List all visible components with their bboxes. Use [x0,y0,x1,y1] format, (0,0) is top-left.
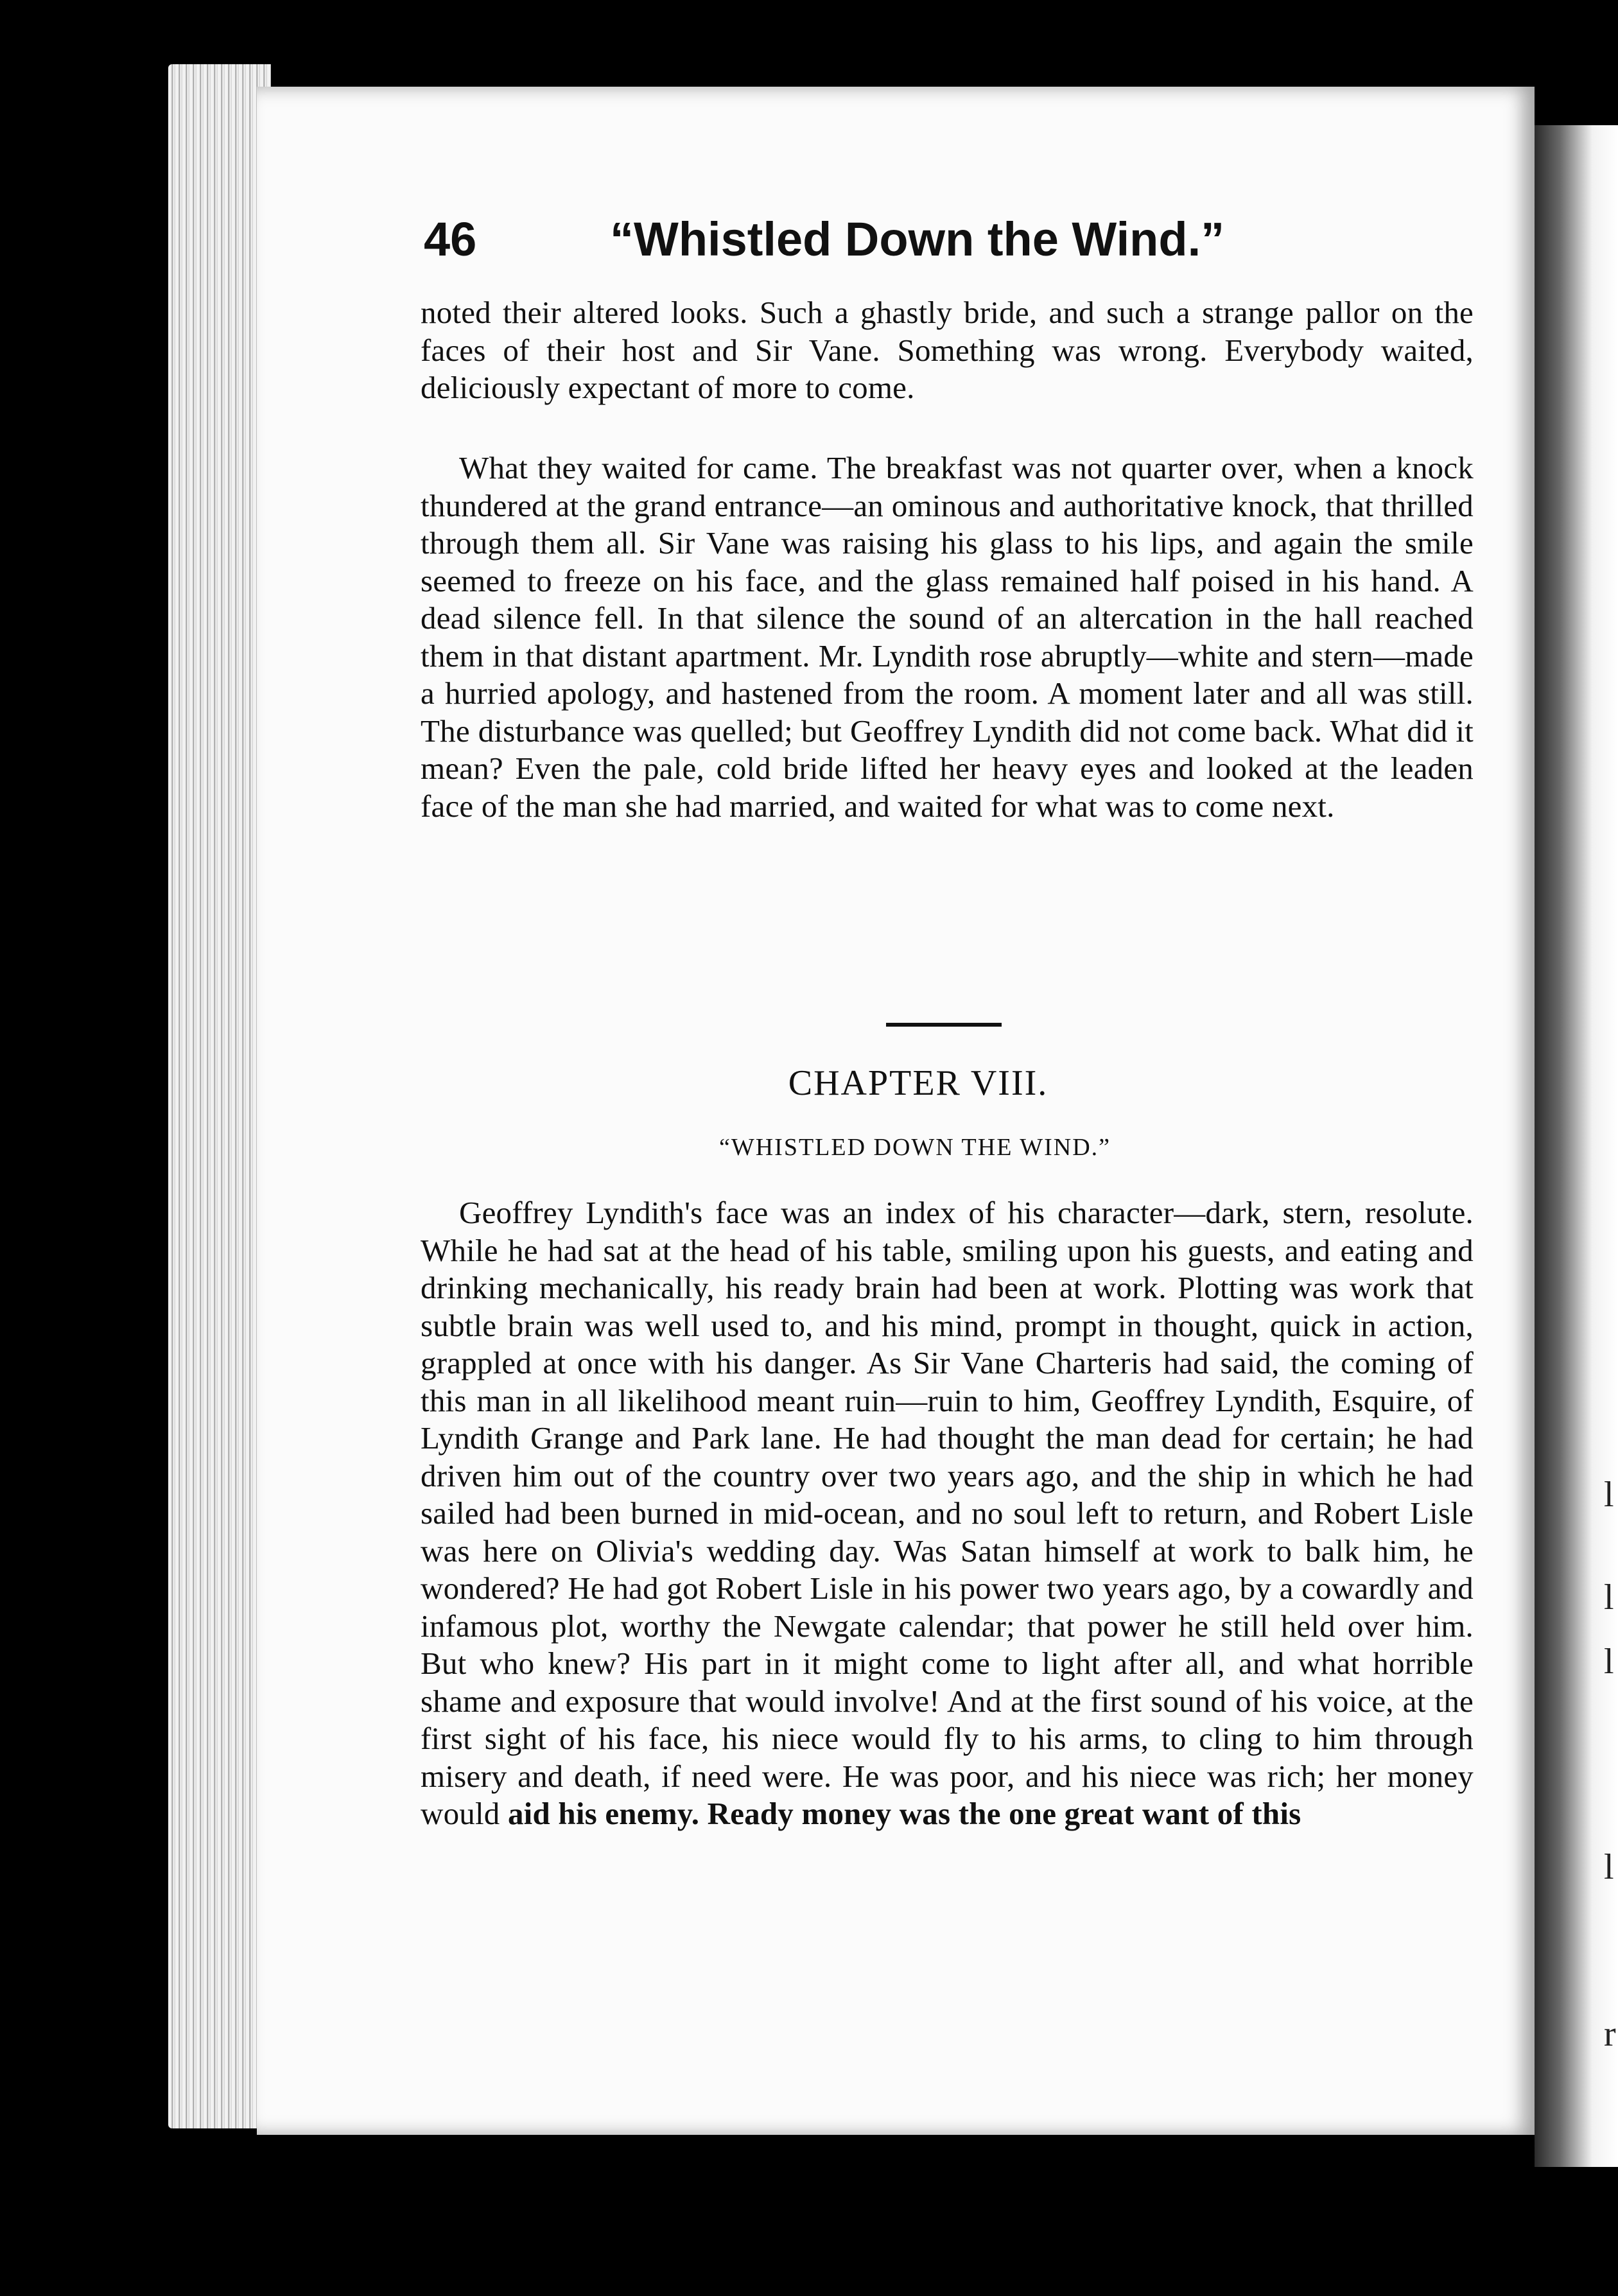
facing-page-fragment: r [1604,2014,1616,2054]
paragraph-text: noted their altered looks. Such a ghastly bride, and such a strange pallor on the faces of their host and Sir Vane. Something was wrong. Everybody waited, deliciously expectant of more to come. [421,295,1474,405]
paragraph-continuation [421,294,1474,407]
facing-page-fragment: l [1604,1578,1614,1617]
facing-page-fragment: l [1604,1475,1614,1515]
paragraph-text [421,1194,1474,1833]
chapter-title: CHAPTER VIII. [788,1063,1048,1103]
paragraph-body: Geoffrey Lyndith's face was an index of his character—dark, stern, resolute. While he had sat at the head of his table, smiling upon his guests, and eating and drinking mechanically, his ready brain had been at work. Plotting was work that subtle brain was well used to, and his mind, prompt in thought, quick in action, grappled at once with his danger. As Sir Vane Charteris had said, the coming of this man in all likelihood meant ruin—ruin to him, Geoffrey Lyndith, Esquire, of Lyndith Grange and Park lane. He had thought the man dead for certain; he had driven him out of the country over two years ago, and the ship in which he had sailed had been burned in mid-ocean, and no soul left to return, and Robert Lisle was here on Olivia's wedding day. Was Satan himself at work to balk him, he wondered? He had got Robert Lisle in his power two years ago, by a cowardly and infamous plot, worthy the Newgate calendar; that power he still held over him. But who knew? His part in it might come to light after all, and what horrible shame and exposure that would involve! And at the first sound of his voice, at the first sight of his face, his niece would fly to his arms, to cling to him through misery and death, if need were. He was poor, and his niece was rich; her money would [421,1195,1474,1831]
page-header [424,212,1502,289]
paragraph-text: What they waited for came. The breakfast was not quarter over, when a knock thundered at the grand entrance—an ominous and authoritative knock, that thrilled through them all. Sir Vane was raising his glass to his lips, and again the smile seemed to freeze on his face, and the glass remained half poised in his hand. A dead silence fell. In that silence the sound of an altercation in the hall reached them in that distant apartment. Mr. Lyndith rose abruptly—white and stern—made a hurried apology, and hastened from the room. A moment later and all was still. The disturbance was quelled; but Geoffrey Lyndith did not come back. What did it mean? Even the pale, cold bride lifted her heavy eyes and looked at the leaden face of the man she had married, and waited for what was to come next. [421,450,1474,824]
page-number: 46 [424,213,477,266]
paragraph-last-line: aid his enemy. Ready money was the one great want of this [507,1796,1301,1831]
running-title: “Whistled Down the Wind.” [610,213,1225,266]
chapter-opening-paragraph [421,1194,1474,1833]
section-divider [886,1023,1002,1027]
paragraph [421,449,1474,825]
facing-page-fragment: l [1604,1642,1614,1682]
chapter-subtitle: “WHISTLED DOWN THE WIND.” [719,1134,1111,1161]
facing-page-fragment: l [1604,1847,1614,1887]
